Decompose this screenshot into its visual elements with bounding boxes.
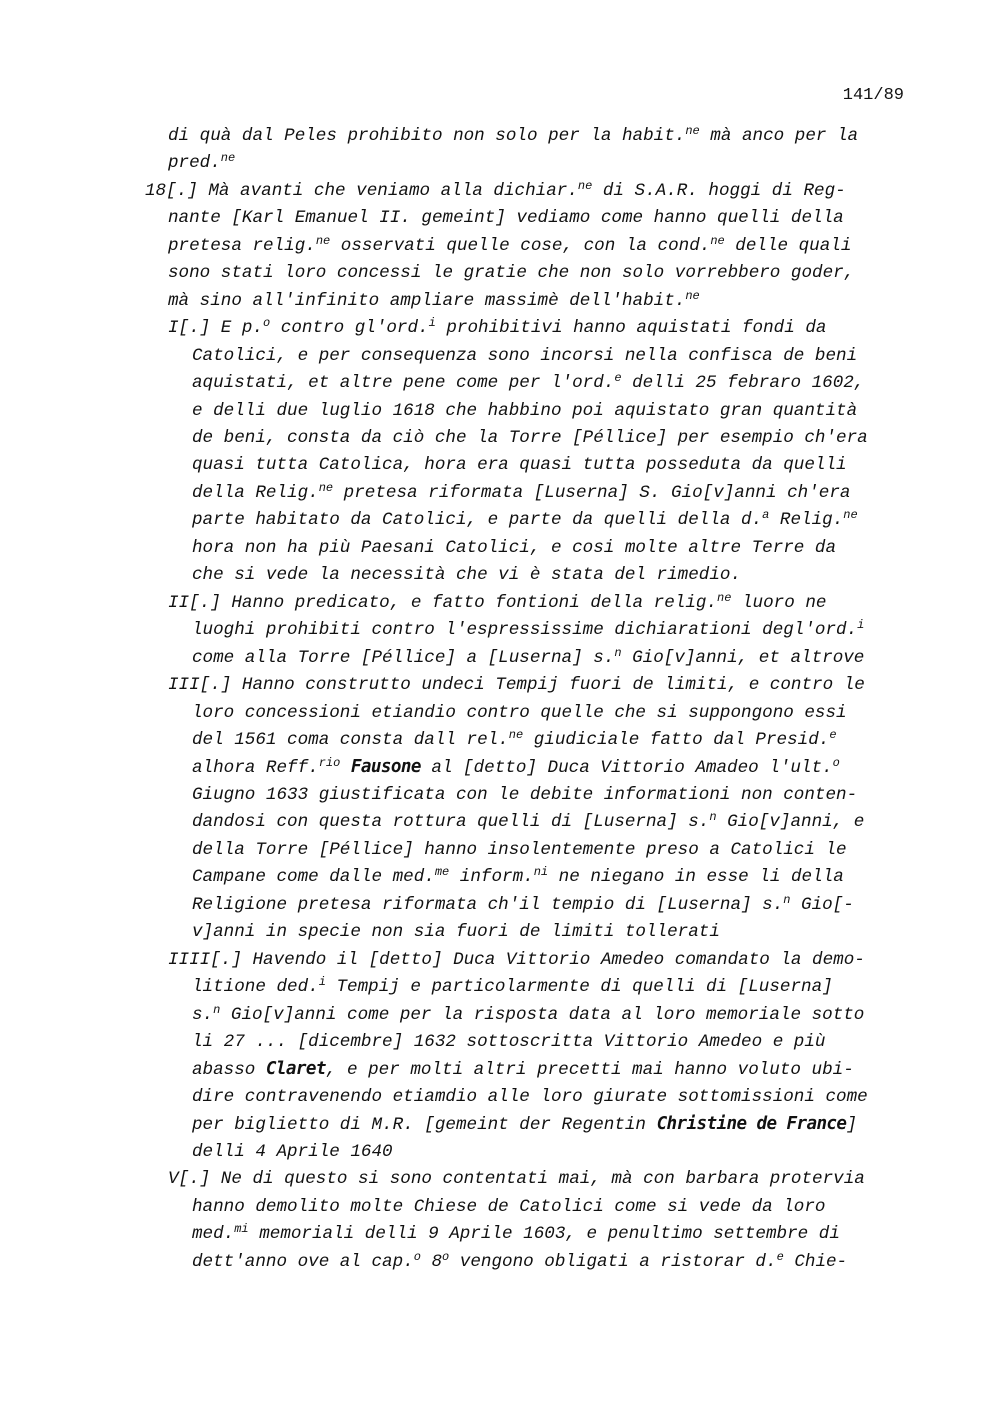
text-segment: ne niegano in esse li della: [548, 867, 844, 888]
superscript: me: [434, 865, 450, 880]
superscript: ne: [710, 233, 725, 248]
text-line: [0, 672, 1000, 699]
superscript: o: [442, 1249, 450, 1264]
superscript: n: [614, 645, 622, 660]
text-line: [0, 919, 1000, 946]
superscript: ne: [220, 151, 236, 166]
superscript: ne: [577, 178, 593, 193]
text-line: [0, 727, 1000, 754]
text-line: [0, 1056, 1000, 1083]
text-line: [0, 205, 1000, 232]
text-segment: li 27 ... [dicembre] 1632 sottoscritta Vittorio Amedeo e più: [192, 1031, 826, 1052]
text-segment: IIII[.] Havendo il [detto] Duca Vittorio Amedeo comandato la demo-: [168, 949, 865, 970]
text-line: [0, 398, 1000, 425]
text-line: [0, 315, 1000, 342]
bold-name: Claret: [265, 1059, 326, 1080]
superscript: e: [776, 1249, 784, 1264]
text-segment: parte habitato da Catolici, e parte da quelli della d.: [192, 510, 763, 531]
text-line: [0, 562, 1000, 589]
text-segment: quasi tutta Catolica, hora era quasi tutta posseduta da quelli: [192, 455, 847, 476]
text-line: [0, 892, 1000, 919]
text-line: [0, 178, 1000, 205]
text-segment: e delli due luglio 1618 che habbino poi aquistato gran quantità: [192, 400, 858, 421]
text-line: [0, 452, 1000, 479]
text-segment: pred.: [168, 153, 221, 174]
text-segment: [340, 758, 351, 778]
text-segment: abasso: [192, 1060, 266, 1081]
text-line: [0, 1249, 1000, 1276]
superscript: o: [263, 316, 271, 331]
text-segment: prohibitivi hanno aquistati fondi da: [435, 318, 827, 339]
text-line: [0, 590, 1000, 617]
superscript: e: [829, 727, 837, 742]
text-segment: Catolici, e per consequenza sono incorsi nella confisca de beni: [192, 345, 858, 366]
text-line: [0, 1111, 1000, 1138]
superscript: rio: [318, 756, 341, 771]
text-segment: Gio[v]anni come per la risposta data al loro memoriale sotto: [220, 1004, 865, 1025]
text-segment: III[.] Hanno construtto undeci Tempij fuori de limiti, e contro le: [168, 675, 865, 696]
text-line: [0, 1194, 1000, 1221]
text-line: [0, 343, 1000, 370]
superscript: n: [783, 892, 791, 907]
text-segment: luoro ne: [731, 592, 827, 613]
text-segment: II[.] Hanno predicato, e fatto fontioni della relig.: [168, 592, 718, 613]
text-line: [0, 974, 1000, 1001]
text-segment: dandosi con questa rottura quelli di [Luserna] s.: [192, 812, 710, 833]
superscript: mi: [234, 1222, 249, 1237]
text-line: [0, 864, 1000, 891]
text-line: [0, 480, 1000, 507]
text-segment: ]: [846, 1115, 857, 1136]
text-line: [0, 947, 1000, 974]
text-segment: Gio[v]anni, et altrove: [621, 647, 865, 668]
text-segment: hora non ha più Paesani Catolici, e cosi molte altre Terre da: [192, 537, 837, 558]
superscript: i: [428, 316, 436, 331]
text-segment: dett'anno ove al cap.: [192, 1251, 414, 1272]
text-segment: Gio[-: [790, 894, 854, 915]
superscript: o: [413, 1249, 421, 1264]
text-segment: I[.] E p.: [168, 318, 264, 339]
text-line: [0, 1221, 1000, 1248]
text-segment: che si vede la necessità che vi è stata del rimedio.: [192, 565, 742, 586]
text-segment: V[.] Ne di questo si sono contentati mai, mà con barbara protervia: [168, 1169, 865, 1190]
text-line: [0, 809, 1000, 836]
text-line: [0, 1166, 1000, 1193]
superscript: i: [857, 618, 865, 633]
superscript: i: [318, 975, 326, 990]
superscript: o: [832, 756, 840, 771]
text-line: [0, 233, 1000, 260]
text-line: [0, 754, 1000, 781]
text-segment: med.: [192, 1224, 235, 1245]
text-segment: sono stati loro concessi le gratie che non solo vorrebbero goder,: [168, 263, 855, 284]
text-line: [0, 288, 1000, 315]
text-segment: di S.A.R. hoggi di Reg-: [592, 180, 846, 201]
text-line: [0, 1002, 1000, 1029]
text-line: [0, 837, 1000, 864]
bold-name: Christine de France: [656, 1114, 847, 1135]
text-segment: alhora Reff.: [192, 758, 319, 779]
superscript: n: [213, 1002, 221, 1017]
superscript: ne: [315, 233, 331, 248]
text-line: [0, 507, 1000, 534]
superscript: ne: [717, 590, 732, 605]
text-segment: hanno demolito molte Chiese de Catolici come si vede da loro: [192, 1196, 826, 1217]
text-segment: memoriali delli 9 Aprile 1603, e penultimo settembre di: [248, 1224, 840, 1245]
bold-name: Fausone: [350, 757, 421, 778]
superscript: e: [614, 371, 622, 386]
text-segment: Giugno 1633 giustificata con le debite informationi non conten-: [192, 784, 858, 805]
text-segment: dire contravenendo etiamdio alle loro giurate sottomissioni come: [192, 1086, 868, 1107]
text-segment: come alla Torre [Péllice] a [Luserna] s.: [192, 647, 615, 668]
text-segment: delli 25 febraro 1602,: [621, 373, 865, 394]
text-segment: aquistati, et altre pene come per l'ord.: [192, 373, 615, 394]
page-number: 141/89: [842, 86, 904, 105]
text-segment: Religione pretesa riformata ch'il tempio di [Luserna] s.: [192, 894, 784, 915]
text-segment: vengono obligati a ristorar d.: [449, 1251, 777, 1272]
text-segment: contro gl'ord.: [270, 318, 429, 339]
text-line: [0, 370, 1000, 397]
text-segment: delli 4 Aprile 1640: [192, 1141, 393, 1162]
superscript: ne: [318, 480, 334, 495]
text-line: [0, 260, 1000, 287]
text-segment: Chie-: [783, 1251, 848, 1272]
text-segment: della Torre [Péllice] hanno insolentemente preso a Catolici le: [192, 839, 847, 860]
text-line: [0, 617, 1000, 644]
text-line: [0, 425, 1000, 452]
superscript: ne: [685, 288, 700, 303]
text-line: [0, 1029, 1000, 1056]
text-line: [0, 535, 1000, 562]
text-line: [0, 700, 1000, 727]
text-segment: 8: [420, 1251, 443, 1272]
text-segment: Tempij e particolarmente di quelli di [Luserna]: [325, 977, 833, 998]
text-segment: al [detto] Duca Vittorio Amadeo l'ult.: [420, 758, 833, 779]
text-line: [0, 1139, 1000, 1166]
text-segment: giudiciale fatto dal Presid.: [523, 729, 830, 750]
text-segment: mà anco per la: [699, 126, 859, 146]
text-segment: , e per molti altri precetti mai hanno voluto ubi-: [325, 1060, 854, 1081]
text-segment: nante [Karl Emanuel II. gemeint] vediamo come hanno quelli della: [168, 208, 844, 229]
superscript: ne: [843, 508, 858, 523]
text-segment: pretesa riformata [Luserna] S. Gio[v]anni ch'era: [333, 482, 851, 503]
text-line: [0, 123, 1000, 150]
text-segment: del 1561 coma consta dall rel.: [192, 729, 509, 750]
text-segment: Gio[v]anni, e: [716, 812, 865, 833]
text-segment: v]anni in specie non sia fuori de limiti tollerati: [192, 922, 720, 943]
text-segment: delle quali: [724, 235, 852, 256]
superscript: ni: [533, 865, 549, 880]
text-segment: mà sino all'infinito ampliare massimè dell'habit.: [168, 290, 686, 311]
superscript: a: [762, 508, 770, 523]
text-segment: loro concessioni etiandio contro quelle che si suppongono essi: [192, 702, 847, 723]
text-segment: de beni, consta da ciò che la Torre [Péllice] per esempio ch'era: [192, 427, 868, 448]
text-segment: s.: [192, 1004, 214, 1025]
superscript: n: [709, 810, 717, 825]
text-segment: per biglietto di M.R. [gemeint der Regentin: [192, 1115, 657, 1136]
text-segment: di quà dal Peles prohibito non solo per la habit.: [168, 126, 686, 146]
text-segment: osservati quelle cose, con la cond.: [330, 235, 711, 256]
text-segment: 18[.] Mà avanti che veniamo alla dichiar.: [145, 180, 578, 201]
superscript: ne: [508, 727, 524, 742]
text-line: [0, 1084, 1000, 1111]
text-line: [0, 645, 1000, 672]
text-segment: della Relig.: [192, 482, 319, 503]
text-segment: Campane come dalle med.: [192, 867, 435, 888]
text-line: [0, 150, 1000, 177]
superscript: ne: [685, 124, 700, 138]
document-body: [0, 123, 1000, 1276]
text-segment: pretesa relig.: [168, 235, 316, 256]
text-line: [0, 782, 1000, 809]
text-segment: litione ded.: [192, 977, 319, 998]
text-segment: Relig.: [769, 510, 844, 531]
text-segment: luoghi prohibiti contro l'espressissime dichiarationi degl'ord.: [192, 620, 858, 641]
text-segment: inform.: [449, 867, 534, 888]
